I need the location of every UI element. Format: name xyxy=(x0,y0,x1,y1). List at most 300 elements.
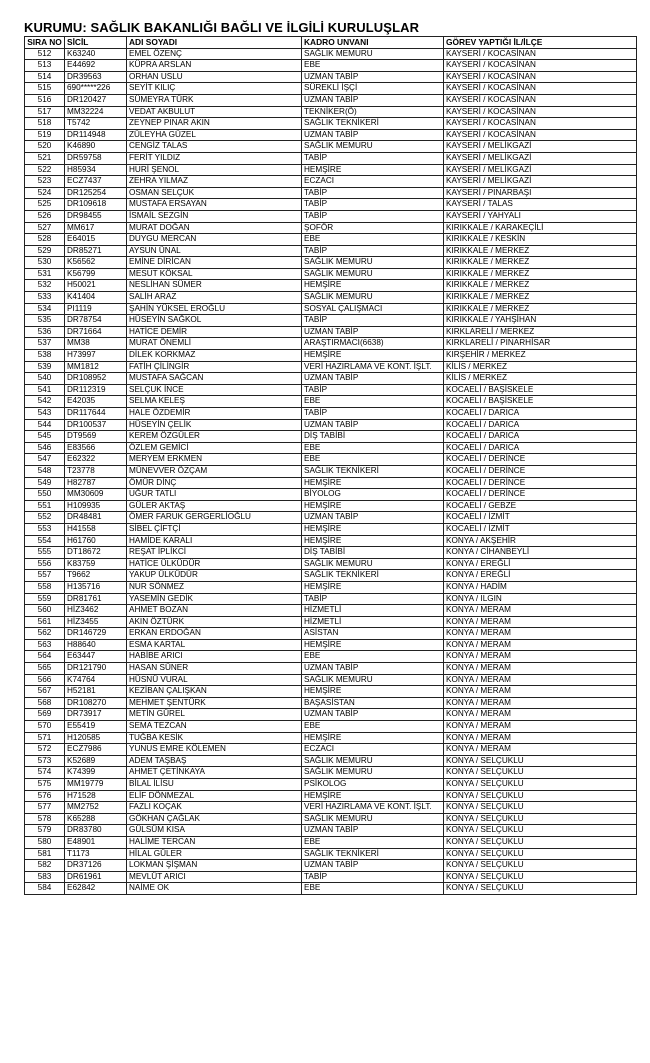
cell-adi-soyadi: MURAT ÖNEMLİ xyxy=(127,338,302,350)
table-row xyxy=(25,48,637,60)
cell-gorev-yeri: KONYA / MERAM xyxy=(444,639,637,651)
table-row xyxy=(25,94,637,106)
cell-kadro-unvani: TABİP xyxy=(302,187,444,199)
cell-kadro-unvani: TABİP xyxy=(302,408,444,420)
table-row xyxy=(25,674,637,686)
cell-sicil: E44692 xyxy=(65,60,127,72)
cell-adi-soyadi: HÜSNÜ VURAL xyxy=(127,674,302,686)
cell-kadro-unvani: UZMAN TABİP xyxy=(302,373,444,385)
cell-gorev-yeri: KONYA / MERAM xyxy=(444,616,637,628)
cell-sicil: DR81761 xyxy=(65,593,127,605)
cell-sira-no: 570 xyxy=(25,721,65,733)
cell-sicil: DR117644 xyxy=(65,408,127,420)
table-row xyxy=(25,523,637,535)
table-row xyxy=(25,303,637,315)
cell-adi-soyadi: HALİME TERCAN xyxy=(127,836,302,848)
cell-kadro-unvani: UZMAN TABİP xyxy=(302,71,444,83)
cell-sira-no: 554 xyxy=(25,535,65,547)
cell-gorev-yeri: KONYA / MERAM xyxy=(444,697,637,709)
cell-sicil: DT9569 xyxy=(65,431,127,443)
table-row xyxy=(25,836,637,848)
cell-sira-no: 540 xyxy=(25,373,65,385)
cell-adi-soyadi: SİBEL ÇİFTÇİ xyxy=(127,523,302,535)
cell-gorev-yeri: KOCAELİ / İZMİT xyxy=(444,523,637,535)
cell-kadro-unvani: HEMŞİRE xyxy=(302,500,444,512)
header-adi-soyadi: ADI SOYADI xyxy=(127,37,302,49)
cell-sira-no: 579 xyxy=(25,825,65,837)
cell-adi-soyadi: FERİT YILDIZ xyxy=(127,152,302,164)
cell-kadro-unvani: PSİKOLOG xyxy=(302,779,444,791)
cell-sicil: DR78754 xyxy=(65,315,127,327)
cell-sicil: K63240 xyxy=(65,48,127,60)
table-row xyxy=(25,176,637,188)
cell-adi-soyadi: SÜMEYRA TÜRK xyxy=(127,94,302,106)
table-row xyxy=(25,686,637,698)
cell-gorev-yeri: KONYA / MERAM xyxy=(444,628,637,640)
table-row xyxy=(25,338,637,350)
cell-sira-no: 522 xyxy=(25,164,65,176)
cell-gorev-yeri: KOCAELİ / DARICA xyxy=(444,442,637,454)
cell-sira-no: 558 xyxy=(25,581,65,593)
cell-sicil: H82787 xyxy=(65,477,127,489)
table-row xyxy=(25,628,637,640)
cell-kadro-unvani: DİŞ TABİBİ xyxy=(302,547,444,559)
cell-gorev-yeri: KONYA / SELÇUKLU xyxy=(444,871,637,883)
table-row xyxy=(25,350,637,362)
cell-adi-soyadi: MUSTAFA ERSAYAN xyxy=(127,199,302,211)
cell-adi-soyadi: TUĞBA KESİK xyxy=(127,732,302,744)
cell-sira-no: 526 xyxy=(25,210,65,222)
cell-gorev-yeri: KONYA / MERAM xyxy=(444,721,637,733)
cell-kadro-unvani: TABİP xyxy=(302,593,444,605)
cell-sira-no: 530 xyxy=(25,257,65,269)
cell-adi-soyadi: HASAN SÜNER xyxy=(127,663,302,675)
cell-sicil: T1173 xyxy=(65,848,127,860)
cell-gorev-yeri: KIRIKKALE / KESKİN xyxy=(444,234,637,246)
cell-kadro-unvani: UZMAN TABİP xyxy=(302,129,444,141)
cell-kadro-unvani: UZMAN TABİP xyxy=(302,419,444,431)
cell-kadro-unvani: UZMAN TABİP xyxy=(302,326,444,338)
cell-kadro-unvani: EBE xyxy=(302,442,444,454)
cell-sicil: HİZ3462 xyxy=(65,605,127,617)
cell-sira-no: 545 xyxy=(25,431,65,443)
cell-sira-no: 552 xyxy=(25,512,65,524)
table-row xyxy=(25,384,637,396)
cell-sicil: H109935 xyxy=(65,500,127,512)
cell-kadro-unvani: ECZACI xyxy=(302,744,444,756)
cell-sira-no: 514 xyxy=(25,71,65,83)
cell-gorev-yeri: KONYA / CİHANBEYLİ xyxy=(444,547,637,559)
cell-kadro-unvani: TABİP xyxy=(302,315,444,327)
cell-adi-soyadi: ESMA KARTAL xyxy=(127,639,302,651)
cell-gorev-yeri: KIRIKKALE / MERKEZ xyxy=(444,280,637,292)
cell-sira-no: 560 xyxy=(25,605,65,617)
cell-kadro-unvani: UZMAN TABİP xyxy=(302,663,444,675)
cell-adi-soyadi: ERKAN ERDOĞAN xyxy=(127,628,302,640)
cell-kadro-unvani: HEMŞİRE xyxy=(302,477,444,489)
cell-gorev-yeri: KOCAELİ / DERİNCE xyxy=(444,489,637,501)
cell-kadro-unvani: SAĞLIK MEMURU xyxy=(302,674,444,686)
cell-sira-no: 584 xyxy=(25,883,65,895)
cell-kadro-unvani: HEMŞİRE xyxy=(302,350,444,362)
cell-sira-no: 565 xyxy=(25,663,65,675)
cell-sicil: H52181 xyxy=(65,686,127,698)
table-row xyxy=(25,500,637,512)
table-row xyxy=(25,512,637,524)
table-row xyxy=(25,848,637,860)
cell-kadro-unvani: HEMŞİRE xyxy=(302,581,444,593)
cell-kadro-unvani: BİYOLOG xyxy=(302,489,444,501)
cell-sira-no: 582 xyxy=(25,860,65,872)
cell-gorev-yeri: KAYSERİ / MELİKGAZİ xyxy=(444,176,637,188)
cell-sira-no: 527 xyxy=(25,222,65,234)
table-row xyxy=(25,361,637,373)
cell-sira-no: 543 xyxy=(25,408,65,420)
cell-kadro-unvani: SAĞLIK MEMURU xyxy=(302,48,444,60)
cell-sira-no: 549 xyxy=(25,477,65,489)
cell-gorev-yeri: KONYA / SELÇUKLU xyxy=(444,825,637,837)
table-row xyxy=(25,639,637,651)
cell-sicil: DR48481 xyxy=(65,512,127,524)
cell-adi-soyadi: HATİCE ÜLKÜDÜR xyxy=(127,558,302,570)
cell-kadro-unvani: TABİP xyxy=(302,210,444,222)
cell-gorev-yeri: KONYA / ILGIN xyxy=(444,593,637,605)
cell-kadro-unvani: EBE xyxy=(302,883,444,895)
cell-adi-soyadi: MÜNEVVER ÖZÇAM xyxy=(127,465,302,477)
cell-sicil: DR73917 xyxy=(65,709,127,721)
cell-adi-soyadi: ZEHRA YILMAZ xyxy=(127,176,302,188)
cell-sicil: DT18672 xyxy=(65,547,127,559)
cell-adi-soyadi: LOKMAN ŞİŞMAN xyxy=(127,860,302,872)
table-row xyxy=(25,210,637,222)
cell-sicil: K83759 xyxy=(65,558,127,570)
cell-adi-soyadi: HÜSEYİN ÇELİK xyxy=(127,419,302,431)
cell-gorev-yeri: KAYSERİ / KOCASİNAN xyxy=(444,129,637,141)
cell-sicil: DR83780 xyxy=(65,825,127,837)
table-row xyxy=(25,663,637,675)
cell-sira-no: 557 xyxy=(25,570,65,582)
cell-sicil: MM32224 xyxy=(65,106,127,118)
cell-sicil: T23778 xyxy=(65,465,127,477)
cell-gorev-yeri: KONYA / SELÇUKLU xyxy=(444,883,637,895)
cell-sicil: HİZ3455 xyxy=(65,616,127,628)
cell-adi-soyadi: ELİF DÖNMEZAL xyxy=(127,790,302,802)
cell-adi-soyadi: ÖMÜR DİNÇ xyxy=(127,477,302,489)
cell-sira-no: 528 xyxy=(25,234,65,246)
table-row xyxy=(25,709,637,721)
cell-sicil: E48901 xyxy=(65,836,127,848)
table-row xyxy=(25,199,637,211)
cell-gorev-yeri: KAYSERİ / KOCASİNAN xyxy=(444,71,637,83)
cell-sicil: ECZ7437 xyxy=(65,176,127,188)
cell-kadro-unvani: SAĞLIK MEMURU xyxy=(302,257,444,269)
cell-gorev-yeri: KOCAELİ / DERİNCE xyxy=(444,454,637,466)
table-row xyxy=(25,268,637,280)
header-kadro-unvani: KADRO UNVANI xyxy=(302,37,444,49)
cell-kadro-unvani: HEMŞİRE xyxy=(302,790,444,802)
cell-gorev-yeri: KAYSERİ / TALAS xyxy=(444,199,637,211)
cell-kadro-unvani: UZMAN TABİP xyxy=(302,709,444,721)
cell-adi-soyadi: CENGİZ TALAS xyxy=(127,141,302,153)
cell-kadro-unvani: TABİP xyxy=(302,384,444,396)
table-row xyxy=(25,373,637,385)
cell-kadro-unvani: EBE xyxy=(302,60,444,72)
cell-sicil: MM617 xyxy=(65,222,127,234)
cell-sira-no: 566 xyxy=(25,674,65,686)
header-sicil: SİCİL xyxy=(65,37,127,49)
cell-sira-no: 548 xyxy=(25,465,65,477)
cell-adi-soyadi: MUSTAFA SAĞCAN xyxy=(127,373,302,385)
cell-gorev-yeri: KONYA / SELÇUKLU xyxy=(444,860,637,872)
cell-adi-soyadi: ORHAN USLU xyxy=(127,71,302,83)
cell-sicil: E63447 xyxy=(65,651,127,663)
cell-sira-no: 517 xyxy=(25,106,65,118)
cell-sicil: DR108270 xyxy=(65,697,127,709)
cell-gorev-yeri: KAYSERİ / KOCASİNAN xyxy=(444,106,637,118)
cell-gorev-yeri: KAYSERİ / KOCASİNAN xyxy=(444,48,637,60)
cell-sicil: DR85271 xyxy=(65,245,127,257)
cell-adi-soyadi: YAKUP ÜLKÜDÜR xyxy=(127,570,302,582)
cell-gorev-yeri: KONYA / MERAM xyxy=(444,686,637,698)
cell-sicil: DR108952 xyxy=(65,373,127,385)
cell-sicil: H61760 xyxy=(65,535,127,547)
header-gorev-yeri: GÖREV YAPTIĞI İL/İLÇE xyxy=(444,37,637,49)
cell-sicil: DR112319 xyxy=(65,384,127,396)
table-row xyxy=(25,152,637,164)
cell-sicil: DR100537 xyxy=(65,419,127,431)
cell-sira-no: 564 xyxy=(25,651,65,663)
cell-kadro-unvani: TABİP xyxy=(302,199,444,211)
cell-sicil: PI1119 xyxy=(65,303,127,315)
cell-sira-no: 547 xyxy=(25,454,65,466)
table-row xyxy=(25,883,637,895)
cell-sira-no: 555 xyxy=(25,547,65,559)
cell-gorev-yeri: KIRIKKALE / YAHŞİHAN xyxy=(444,315,637,327)
cell-adi-soyadi: NAİME OK xyxy=(127,883,302,895)
table-row xyxy=(25,419,637,431)
cell-adi-soyadi: FATİH ÇİLİNGİR xyxy=(127,361,302,373)
table-row xyxy=(25,465,637,477)
cell-kadro-unvani: BAŞASİSTAN xyxy=(302,697,444,709)
cell-kadro-unvani: UZMAN TABİP xyxy=(302,94,444,106)
cell-kadro-unvani: SAĞLIK MEMURU xyxy=(302,292,444,304)
cell-adi-soyadi: AYSUN ÜNAL xyxy=(127,245,302,257)
cell-sira-no: 516 xyxy=(25,94,65,106)
table-row xyxy=(25,396,637,408)
cell-sicil: DR121790 xyxy=(65,663,127,675)
cell-adi-soyadi: VEDAT AKBULUT xyxy=(127,106,302,118)
cell-sicil: K46890 xyxy=(65,141,127,153)
table-row xyxy=(25,326,637,338)
cell-adi-soyadi: SEYİT KILIÇ xyxy=(127,83,302,95)
table-row xyxy=(25,489,637,501)
cell-kadro-unvani: HEMŞİRE xyxy=(302,686,444,698)
cell-sira-no: 580 xyxy=(25,836,65,848)
table-header-row xyxy=(25,37,637,49)
cell-sicil: H71528 xyxy=(65,790,127,802)
cell-sira-no: 563 xyxy=(25,639,65,651)
cell-kadro-unvani: HEMŞİRE xyxy=(302,164,444,176)
cell-sicil: H120585 xyxy=(65,732,127,744)
cell-sicil: K56562 xyxy=(65,257,127,269)
cell-sicil: DR120427 xyxy=(65,94,127,106)
cell-adi-soyadi: DİLEK KORKMAZ xyxy=(127,350,302,362)
cell-sicil: DR71664 xyxy=(65,326,127,338)
cell-sira-no: 519 xyxy=(25,129,65,141)
table-row xyxy=(25,871,637,883)
table-row xyxy=(25,558,637,570)
table-row xyxy=(25,605,637,617)
cell-kadro-unvani: HEMŞİRE xyxy=(302,535,444,547)
cell-kadro-unvani: SAĞLIK TEKNİKERİ xyxy=(302,848,444,860)
cell-sira-no: 568 xyxy=(25,697,65,709)
cell-adi-soyadi: MESUT KÖKSAL xyxy=(127,268,302,280)
cell-sira-no: 520 xyxy=(25,141,65,153)
cell-sicil: K65288 xyxy=(65,813,127,825)
cell-sira-no: 576 xyxy=(25,790,65,802)
cell-kadro-unvani: EBE xyxy=(302,836,444,848)
cell-gorev-yeri: KAYSERİ / MELİKGAZİ xyxy=(444,164,637,176)
cell-sicil: DR61961 xyxy=(65,871,127,883)
cell-sira-no: 559 xyxy=(25,593,65,605)
cell-kadro-unvani: HEMŞİRE xyxy=(302,280,444,292)
table-row xyxy=(25,118,637,130)
cell-adi-soyadi: FAZLI KOÇAK xyxy=(127,802,302,814)
table-row xyxy=(25,593,637,605)
table-row xyxy=(25,581,637,593)
table-row xyxy=(25,802,637,814)
cell-adi-soyadi: SELMA KELEŞ xyxy=(127,396,302,408)
cell-adi-soyadi: ÖMER FARUK GERGERLİOĞLU xyxy=(127,512,302,524)
cell-gorev-yeri: KONYA / MERAM xyxy=(444,709,637,721)
cell-adi-soyadi: MERYEM ERKMEN xyxy=(127,454,302,466)
cell-sira-no: 513 xyxy=(25,60,65,72)
cell-gorev-yeri: KONYA / AKŞEHİR xyxy=(444,535,637,547)
cell-gorev-yeri: KONYA / SELÇUKLU xyxy=(444,755,637,767)
cell-gorev-yeri: KONYA / MERAM xyxy=(444,663,637,675)
cell-sicil: T9662 xyxy=(65,570,127,582)
cell-sicil: E83566 xyxy=(65,442,127,454)
cell-kadro-unvani: TEKNİKER(Ö) xyxy=(302,106,444,118)
cell-gorev-yeri: KONYA / SELÇUKLU xyxy=(444,767,637,779)
table-row xyxy=(25,616,637,628)
cell-adi-soyadi: KEREM ÖZGÜLER xyxy=(127,431,302,443)
cell-gorev-yeri: KONYA / EREĞLİ xyxy=(444,570,637,582)
cell-sira-no: 581 xyxy=(25,848,65,860)
cell-sira-no: 529 xyxy=(25,245,65,257)
cell-kadro-unvani: ASİSTAN xyxy=(302,628,444,640)
cell-adi-soyadi: MURAT DOĞAN xyxy=(127,222,302,234)
personnel-table xyxy=(24,36,637,895)
cell-kadro-unvani: HEMŞİRE xyxy=(302,732,444,744)
cell-gorev-yeri: KOCAELİ / DERİNCE xyxy=(444,477,637,489)
cell-gorev-yeri: KOCAELİ / BAŞİSKELE xyxy=(444,396,637,408)
cell-adi-soyadi: AHMET BOZAN xyxy=(127,605,302,617)
cell-adi-soyadi: NUR SÖNMEZ xyxy=(127,581,302,593)
cell-sira-no: 573 xyxy=(25,755,65,767)
cell-kadro-unvani: TABİP xyxy=(302,871,444,883)
cell-kadro-unvani: EBE xyxy=(302,396,444,408)
cell-adi-soyadi: HAMİDE KARALI xyxy=(127,535,302,547)
cell-kadro-unvani: SAĞLIK MEMURU xyxy=(302,767,444,779)
cell-gorev-yeri: KİLİS / MERKEZ xyxy=(444,361,637,373)
cell-sira-no: 546 xyxy=(25,442,65,454)
cell-sicil: E62842 xyxy=(65,883,127,895)
table-row xyxy=(25,187,637,199)
cell-kadro-unvani: SAĞLIK MEMURU xyxy=(302,813,444,825)
cell-sicil: E62322 xyxy=(65,454,127,466)
table-row xyxy=(25,535,637,547)
cell-kadro-unvani: SAĞLIK TEKNİKERİ xyxy=(302,118,444,130)
cell-kadro-unvani: HİZMETLİ xyxy=(302,605,444,617)
cell-sicil: K52689 xyxy=(65,755,127,767)
cell-sicil: MM19779 xyxy=(65,779,127,791)
cell-sira-no: 556 xyxy=(25,558,65,570)
cell-kadro-unvani: HEMŞİRE xyxy=(302,523,444,535)
table-row xyxy=(25,825,637,837)
cell-gorev-yeri: KIRKLARELİ / MERKEZ xyxy=(444,326,637,338)
cell-sicil: ECZ7986 xyxy=(65,744,127,756)
cell-sira-no: 553 xyxy=(25,523,65,535)
cell-sira-no: 571 xyxy=(25,732,65,744)
cell-sira-no: 561 xyxy=(25,616,65,628)
cell-kadro-unvani: UZMAN TABİP xyxy=(302,860,444,872)
table-row xyxy=(25,860,637,872)
cell-kadro-unvani: SAĞLIK TEKNİKERİ xyxy=(302,465,444,477)
cell-sicil: H135716 xyxy=(65,581,127,593)
cell-adi-soyadi: ÖZLEM GEMİCİ xyxy=(127,442,302,454)
cell-sicil: E55419 xyxy=(65,721,127,733)
cell-gorev-yeri: KONYA / MERAM xyxy=(444,651,637,663)
table-row xyxy=(25,744,637,756)
cell-sicil: H41558 xyxy=(65,523,127,535)
table-row xyxy=(25,779,637,791)
cell-adi-soyadi: ZEYNEP PINAR AKIN xyxy=(127,118,302,130)
cell-adi-soyadi: MEHMET ŞENTÜRK xyxy=(127,697,302,709)
cell-kadro-unvani: VERİ HAZIRLAMA VE KONT. İŞLT. xyxy=(302,361,444,373)
cell-adi-soyadi: ZÜLEYHA GÜZEL xyxy=(127,129,302,141)
table-row xyxy=(25,234,637,246)
table-row xyxy=(25,141,637,153)
cell-gorev-yeri: KONYA / SELÇUKLU xyxy=(444,813,637,825)
cell-adi-soyadi: EMİNE DİRİCAN xyxy=(127,257,302,269)
cell-kadro-unvani: DİŞ TABİBİ xyxy=(302,431,444,443)
cell-sira-no: 538 xyxy=(25,350,65,362)
cell-sira-no: 521 xyxy=(25,152,65,164)
cell-gorev-yeri: KOCAELİ / DARICA xyxy=(444,408,637,420)
cell-gorev-yeri: KIRIKKALE / MERKEZ xyxy=(444,245,637,257)
cell-adi-soyadi: REŞAT İPLİKCİ xyxy=(127,547,302,559)
cell-adi-soyadi: YASEMİN GEDİK xyxy=(127,593,302,605)
cell-adi-soyadi: HABİBE ARICI xyxy=(127,651,302,663)
cell-adi-soyadi: UĞUR TATLI xyxy=(127,489,302,501)
cell-adi-soyadi: İSMAİL SEZGİN xyxy=(127,210,302,222)
cell-sira-no: 536 xyxy=(25,326,65,338)
page-title: KURUMU: SAĞLIK BAKANLIĞI BAĞLI VE İLGİLİ KURULUŞLAR xyxy=(24,20,420,35)
cell-gorev-yeri: KAYSERİ / KOCASİNAN xyxy=(444,94,637,106)
cell-sicil: DR114948 xyxy=(65,129,127,141)
cell-kadro-unvani: SAĞLIK MEMURU xyxy=(302,755,444,767)
cell-sira-no: 533 xyxy=(25,292,65,304)
table-row xyxy=(25,431,637,443)
cell-sicil: DR125254 xyxy=(65,187,127,199)
cell-adi-soyadi: DUYGU MERCAN xyxy=(127,234,302,246)
cell-gorev-yeri: KONYA / MERAM xyxy=(444,605,637,617)
cell-adi-soyadi: SALİH ARAZ xyxy=(127,292,302,304)
cell-adi-soyadi: HİLAL GÜLER xyxy=(127,848,302,860)
cell-kadro-unvani: SAĞLIK MEMURU xyxy=(302,141,444,153)
table-row xyxy=(25,245,637,257)
